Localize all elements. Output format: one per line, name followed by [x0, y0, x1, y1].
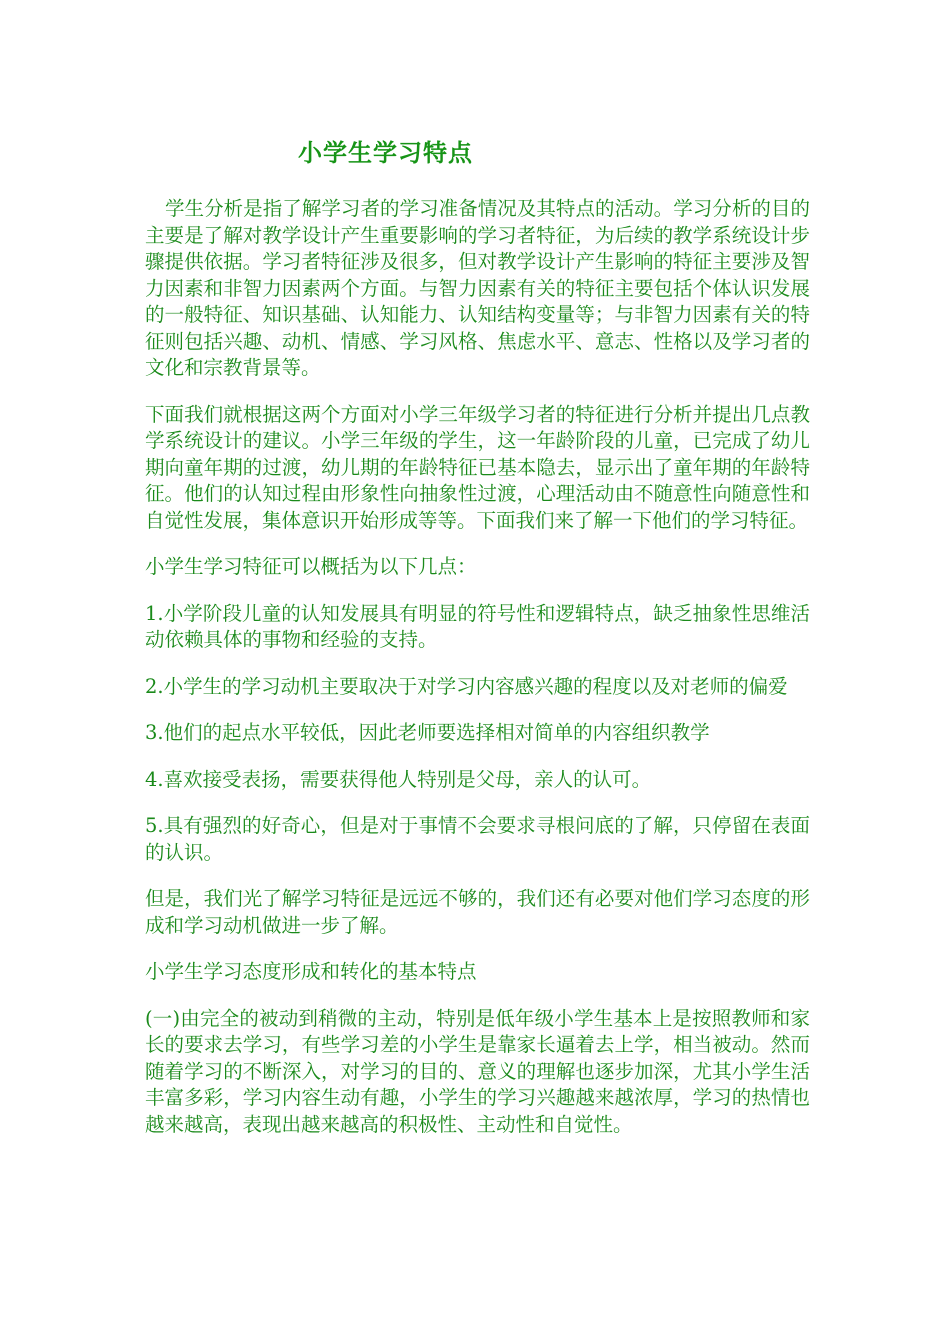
paragraph-summary-heading: 小学生学习特征可以概括为以下几点：: [145, 555, 477, 578]
list-item-2: 2.小学生的学习动机主要取决于对学习内容感兴趣的程度以及对老师的偏爱: [145, 674, 788, 698]
list-item-1: 1.小学阶段儿童的认知发展具有明显的符号性和逻辑特点，缺乏抽象性思维活动依赖具体的事物和经验的支持。: [145, 601, 810, 651]
page-title: 小学生学习特点: [298, 138, 473, 167]
paragraph-analysis: 下面我们就根据这两个方面对小学三年级学习者的特征进行分析并提出几点教学系统设计的建议。小学三年级的学生，这一年龄阶段的儿童，已完成了幼儿期向童年期的过渡，幼儿期的年龄特征已基本隐去，显示出了童年期的年龄特征。他们的认知过程由形象性向抽象性过渡，心理活动由不随意性向随意性和自觉性发展，集体意识开始形成等等。下面我们来了解一下他们的学习特征。: [145, 402, 810, 532]
list-item-4: 4.喜欢接受表扬，需要获得他人特别是父母，亲人的认可。: [145, 767, 652, 791]
list-item-3: 3.他们的起点水平较低，因此老师要选择相对简单的内容组织教学: [145, 721, 710, 744]
paragraph-intro: 学生分析是指了解学习者的学习准备情况及其特点的活动。学习分析的目的主要是了解对教学设计产生重要影响的学习者特征，为后续的教学系统设计步骤提供依据。学习者特征涉及很多，但对教学设计产生影响的特征主要涉及智力因素和非智力因素两个方面。与智力因素有关的特征主要包括个体认识发展的一般特征、知识基础、认知能力、认知结构变量等；与非智力因素有关的特征则包括兴趣、动机、情感、学习风格、焦虑水平、意志、性格以及学习者的文化和宗教背景等。: [145, 197, 810, 379]
paragraph-transition: 但是，我们光了解学习特征是远远不够的，我们还有必要对他们学习态度的形成和学习动机做进一步了解。: [145, 887, 810, 937]
document-body: [145, 196, 810, 1158]
section-heading: 小学生学习态度形成和转化的基本特点: [145, 960, 477, 983]
list-item-5: 5.具有强烈的好奇心，但是对于事情不会要求寻根问底的了解，只停留在表面的认识。: [145, 814, 810, 864]
paragraph-point-one: (一)由完全的被动到稍微的主动，特别是低年级小学生基本上是按照教师和家长的要求去学习，有些学习差的小学生是靠家长逼着去上学，相当被动。然而随着学习的不断深入，对学习的目的、意义的理解也逐步加深，尤其小学生活丰富多彩，学习内容生动有趣，小学生的学习兴趣越来越浓厚，学习的热情也越来越高，表现出越来越高的积极性、主动性和自觉性。: [145, 1006, 810, 1136]
